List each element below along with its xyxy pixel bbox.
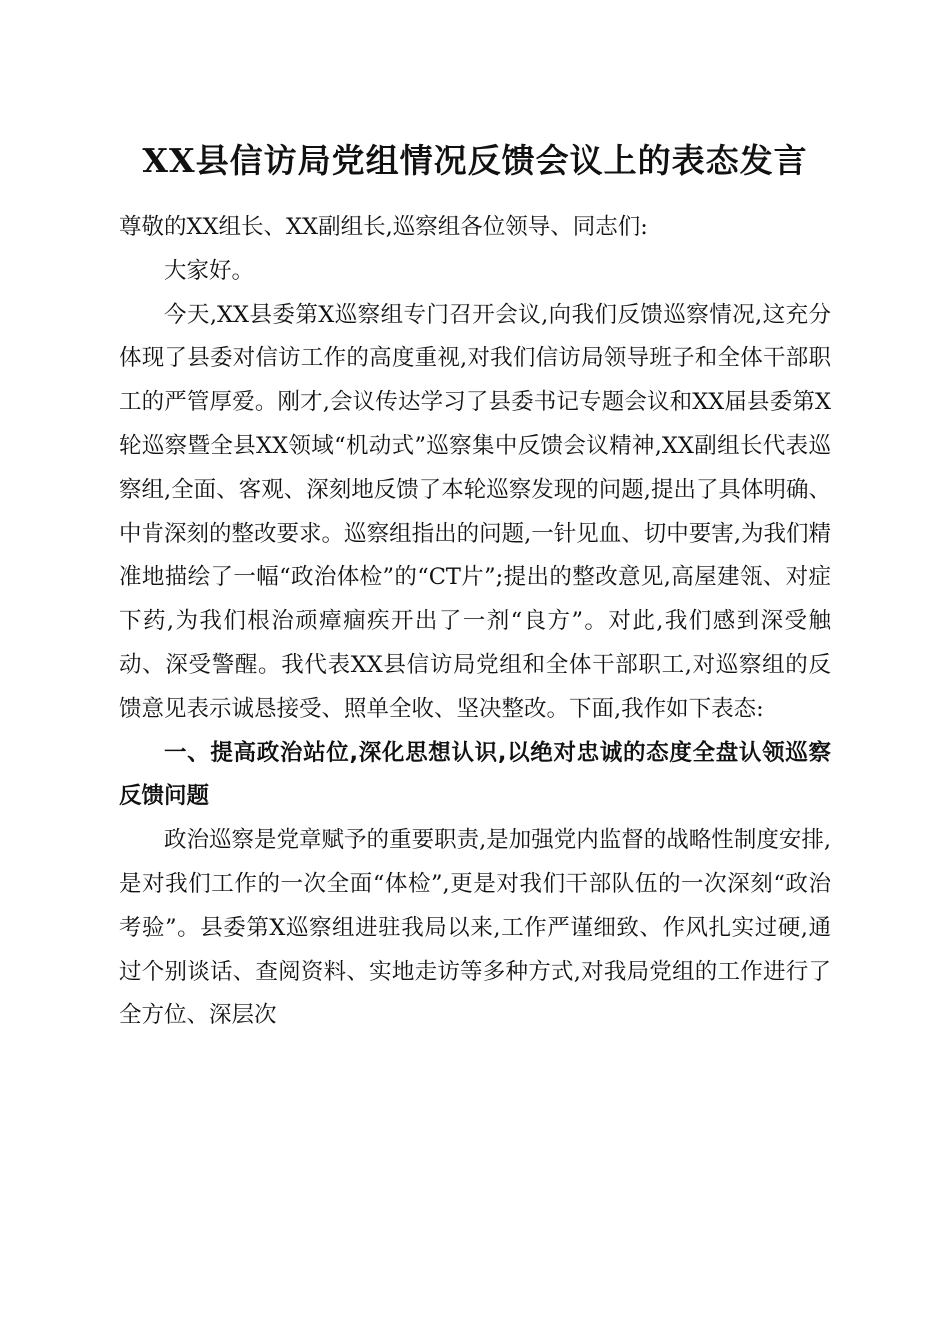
section-1-heading: 一、提高政治站位,深化思想认识,以绝对忠诚的态度全盘认领巡察反馈问题 (119, 739, 831, 810)
salutation: 尊敬的XX组长、XX副组长,巡察组各位领导、同志们: (119, 214, 648, 240)
paragraph-1: 今天,XX县委第X巡察组专门召开会议,向我们反馈巡察情况,这充分体现了县委对信访工作的高度重视,对我们信访局领导班子和全体干部职工的严管厚爱。刚才,会议传达学习了县委书记专题会议和XX届县委第X轮巡察暨全县XX领域“机动式”巡察集中反馈会议精神,XX副组长代表巡察组,全面、客观、深刻地反馈了本轮巡察发现的问题,提出了具体明确、中肯深刻的整改要求。巡察组指出的问题,一针见血、切中要害,为我们精准地描绘了一幅“政治体检”的“CT片”;提出的整改意见,高屋建瓴、对症下药,为我们根治顽瘴痼疾开出了一剂“良方”。对此,我们感到深受触动、深受警醒。我代表XX县信访局党组和全体干部职工,对巡察组的反馈意见表示诚恳接受、照单全收、坚决整改。下面,我作如下表态: (119, 301, 831, 722)
paragraph-2: 政治巡察是党章赋予的重要职责,是加强党内监督的战略性制度安排,是对我们工作的一次全面“体检”,更是对我们干部队伍的一次深刻“政治考验”。县委第X巡察组进驻我局以来,工作严谨细致、作风扎实过硬,通过个别谈话、查阅资料、实地走访等多种方式,对我局党组的工作进行了全方位、深层次 (119, 827, 831, 1029)
document-body (119, 206, 831, 1038)
document-title: XX县信访局党组情况反馈会议上的表态发言 (142, 141, 808, 180)
greeting: 大家好。 (164, 257, 255, 284)
